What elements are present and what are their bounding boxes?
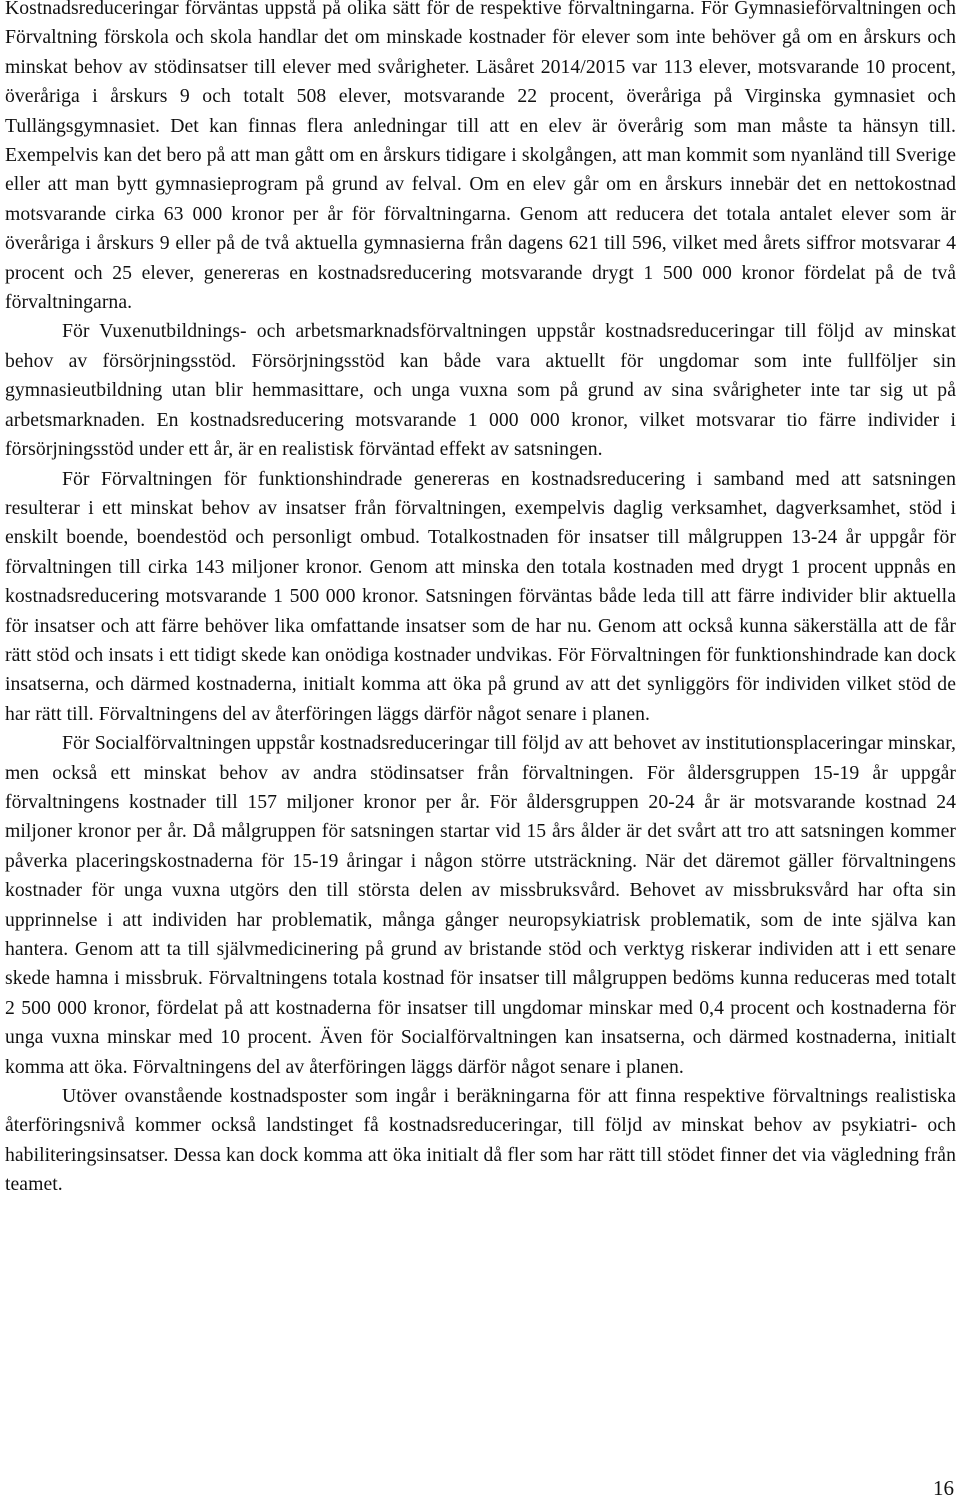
- paragraph-kostnadsreduceringar: Kostnadsreduceringar förväntas uppstå på olika sätt för de respektive förvaltningarna. För Gymnasieförvaltningen och Förvaltning förskola och skola handlar det om minskade kostnader för elever som inte behöver gå om en årskurs och minskat behov av stödinsatser till elever med svårigheter. Läsåret 2014/2015 var 113 elever, motsvarande 10 procent, överåriga i årskurs 9 och totalt 508 elever, motsvarande 22 procent, överåriga på Virginska gymnasiet och Tullängsgymnasiet. Det kan finnas flera anledningar till att en elev är överårig som man måste ta hänsyn till. Exempelvis kan det bero på att man gått om en årskurs tidigare i skolgången, att man kommit som nyanländ till Sverige eller att man bytt gymnasieprogram på grund av felval. Om en elev går om en årskurs innebär det en nettokostnad motsvarande cirka 63 000 kronor per år för förvaltningarna. Genom att reducera det totala antalet elever som är överåriga i årskurs 9 eller på de två aktuella gymnasierna från dagens 621 till 596, vilket med årets siffror motsvarar 4 procent och 25 elever, genereras en kostnadsreducering motsvarande drygt 1 500 000 kronor fördelat på de två förvaltningarna.: [5, 0, 956, 314]
- page-number: 16: [933, 1476, 954, 1500]
- paragraph-socialforvaltningen: För Socialförvaltningen uppstår kostnadsreduceringar till följd av att behovet av institutionsplaceringar minskar, men också ett minskat behov av andra stödinsatser från förvaltningen. För åldersgruppen 15-19 år uppgår förvaltningens kostnader till 157 miljoner kronor per år. För åldersgruppen 20-24 år är motsvarande kostnad 24 miljoner kronor per år. Då målgruppen för satsningen startar vid 15 års ålder är det svårt att tro att satsningen kommer påverka placeringskostnaderna för 15-19 åringar i någon större utsträckning. När det däremot gäller förvaltningens kostnader för unga vuxna utgörs den till största delen av missbruksvård. Behovet av missbruksvård har ofta sin upprinnelse i att individen har problematik, många gånger neuropsykiatrisk problematik, som de inte själva kan hantera. Genom att ta till självmedicinering på grund av bristande stöd och verktyg riskerar individen att i ett senare skede hamna i missbruk. Förvaltningens totala kostnad för insatser till målgruppen bedöms kunna reduceras med totalt 2 500 000 kronor, fördelat på att kostnaderna för insatser till ungdomar minskar med 0,4 procent och kostnaderna för unga vuxna minskar med 10 procent. Även för Socialförvaltningen kan insatserna, och därmed kostnaderna, initialt komma att öka. Förvaltningens del av återföringen läggs därför något senare i planen.: [5, 732, 956, 1078]
- paragraph-landstinget: Utöver ovanstående kostnadsposter som ingår i beräkningarna för att finna respektive förvaltnings realistiska återföringsnivå kommer också landstinget få kostnadsreduceringar, till följd av minskat behov av psykiatri- och habiliteringsinsatser. Dessa kan dock komma att öka initialt då fler som har rätt till stödet finner det via vägledning från teamet.: [5, 1085, 956, 1196]
- paragraph-vuxenutbildning: För Vuxenutbildnings- och arbetsmarknadsförvaltningen uppstår kostnadsreduceringar till följd av minskat behov av försörjningsstöd. Försörjningsstöd kan både vara aktuellt för ungdomar som inte fullföljer sin gymnasieutbildning utan blir hemmasittare, och unga vuxna som på grund av sina svårigheter inte tar sig ut på arbetsmarknaden. En kostnadsreducering motsvarande 1 000 000 kronor, vilket motsvarar tio färre individer i försörjningsstöd under ett år, är en realistisk förväntad effekt av satsningen.: [5, 320, 956, 461]
- paragraph-funktionshindrade: För Förvaltningen för funktionshindrade genereras en kostnadsreducering i samband med att satsningen resulterar i ett minskat behov av insatser från förvaltningen, exempelvis daglig verksamhet, dagverksamhet, stöd i enskilt boende, boendestöd och personligt ombud. Totalkostnaden för insatser till målgruppen 13-24 år uppgår för förvaltningen till cirka 143 miljoner kronor. Genom att minska den totala kostnaden med drygt 1 procent uppnås en kostnadsreducering motsvarande 1 500 000 kronor. Satsningen förväntas både leda till att färre individer blir aktuella för insatser och att färre behöver lika omfattande insatser som de har nu. Genom att också kunna säkerställa att de får rätt stöd och insats i ett tidigt skede kan onödiga kostnader undvikas. För Förvaltningen för funktionshindrade kan dock insatserna, och därmed kostnaderna, initialt komma att öka på grund av att det synliggörs för individen vilket stöd de har rätt till. Förvaltningens del av återföringen läggs därför något senare i planen.: [5, 467, 956, 725]
- document-body: [5, 0, 956, 1200]
